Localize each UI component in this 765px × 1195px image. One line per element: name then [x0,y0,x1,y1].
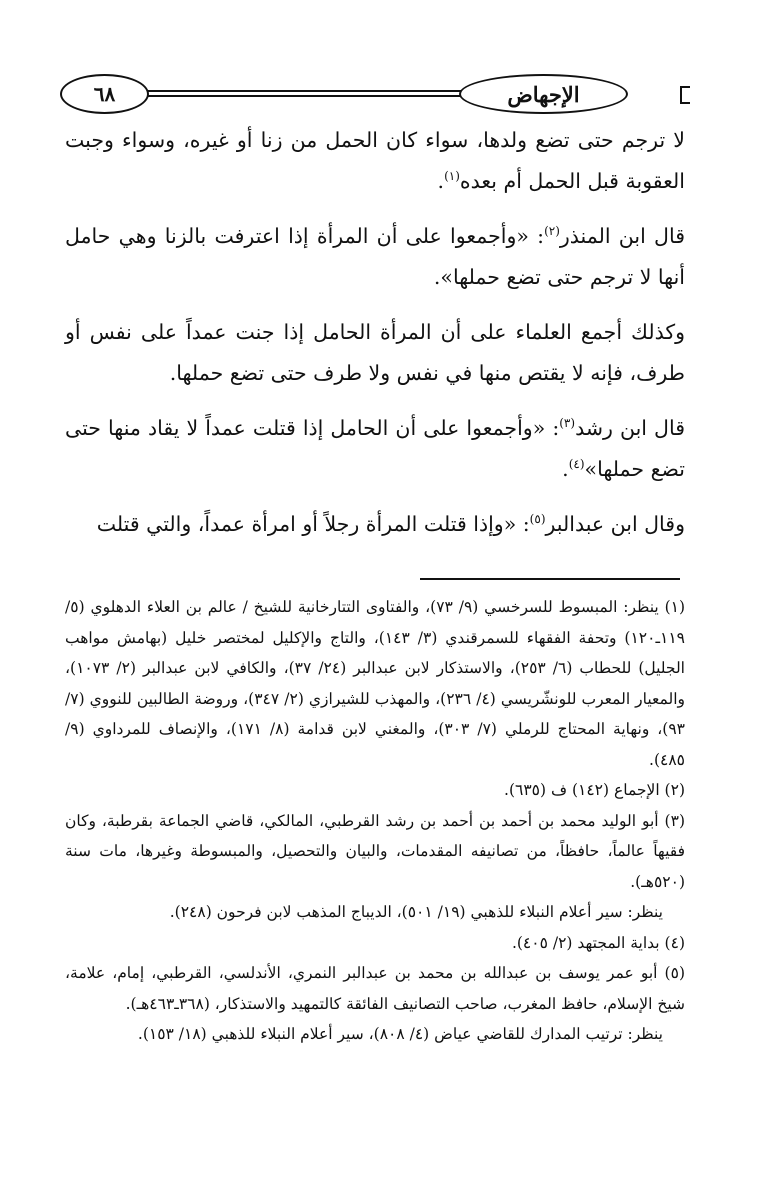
footnote-separator [420,578,680,580]
paragraph-text: لا ترجم حتى تضع ولدها، سواء كان الحمل من زنا أو غيره، وسواء وجبت العقوبة قبل الحمل أم بعده [65,128,685,193]
paragraph-text: وكذلك أجمع العلماء على أن المرأة الحامل إذا جنت عمداً على نفس أو طرف، فإنه لا يقتص منها في نفس ولا طرف حتى تضع حملها. [65,320,685,385]
paragraph-end: . [562,457,569,481]
quote-text: : «وإذا قتلت المرأة رجلاً أو امرأة عمداً، والتي قتلت [96,512,530,536]
footnote-2: (٢) الإجماع (١٤٢) ف (٦٣٥). [504,781,685,799]
paragraph-end: . [437,169,445,193]
main-text [65,120,685,545]
running-header [60,70,690,116]
page-number: ٦٨ [60,74,149,114]
footnote-marker: (٥) [529,512,546,527]
footnote-3: (٣) أبو الوليد محمد بن أحمد بن أحمد بن رشد القرطبي، المالكي، قاضي الجماعة بقرطبة، وكان فقيهاً عالماً، حافظاً، من تصانيفه المقدمات، والبيان والتحصيل، والمبسوطة وغيرها، مات سنة (٥٢٠هـ). [65,811,685,891]
footnote-marker: (٣) [559,416,576,431]
quote-text: : «وأجمعوا على أن الحامل إذا قتلت عمداً لا يقاد منها حتى تضع حملها» [65,416,685,481]
footnote-5: (٥) أبو عمر يوسف بن عبدالله بن محمد بن عبدالبر النمري، الأندلسي، القرطبي، إمام، علامة، شيخ الإسلام، حافظ المغرب، صاحب التصانيف الفائقة كالتمهيد والاستذكار، (٣٦٨ـ٤٦٣هـ). [65,964,685,1013]
paragraph [65,216,685,298]
quote-source: قال ابن المنذر [559,224,686,248]
quote-source: وقال ابن عبدالبر [545,512,685,536]
footnote-marker: (٤) [568,457,585,472]
paragraph [65,120,685,202]
quote-text: : «وأجمعوا على أن المرأة إذا اعترفت بالزنا وهي حامل أنها لا ترجم حتى تضع حملها». [65,224,685,289]
footnote-3-reference: ينظر: سير أعلام النبلاء للذهبي (١٩/ ٥٠١)، الديباج المذهب لابن فرحون (٢٤٨). [169,903,663,921]
paragraph [65,312,685,394]
paragraph [65,408,685,490]
footnote-marker: (١) [444,169,460,184]
chapter-title: الإجهاض [459,74,628,114]
footnote-1: (١) ينظر: المبسوط للسرخسي (٩/ ٧٣)، والفتاوى التتارخانية للشيخ / عالم بن العلاء الدهلوي (٥/ ١١٩ـ١٢٠) وتحفة الفقهاء للسمرقندي (٣/ ١٤٣)، والتاج والإكليل لمختصر خليل (بهامش مواهب الجليل) للحطاب (٦/ ٢٥٣)، والاستذكار لابن عبدالبر (٢٤/ ٣٧)، والكافي لابن عبدالبر (٢/ ١٠٧٣)، والمعيار المعرب للونشّريسي (٤/ ٢٣٦)، والمهذب للشيرازي (٢/ ٣٤٧)، وروضة الطالبين للنووي (٧/ ٩٣)، ونهاية المحتاج للرملي (٧/ ٣٠٣)، والمغني لابن قدامة (٨/ ١٧١)، والإنصاف للمرداوي (٩/ ٤٨٥). [65,598,686,769]
paragraph [65,504,685,545]
quote-source: قال ابن رشد [575,416,685,440]
footnotes [65,592,685,1050]
footnote-marker: (٢) [544,224,560,239]
header-end-cap [680,86,690,104]
footnote-5-reference: ينظر: ترتيب المدارك للقاضي عياض (٤/ ٨٠٨)، سير أعلام النبلاء للذهبي (١٨/ ١٥٣). [137,1025,663,1043]
footnote-4: (٤) بداية المجتهد (٢/ ٤٠٥). [511,933,685,952]
